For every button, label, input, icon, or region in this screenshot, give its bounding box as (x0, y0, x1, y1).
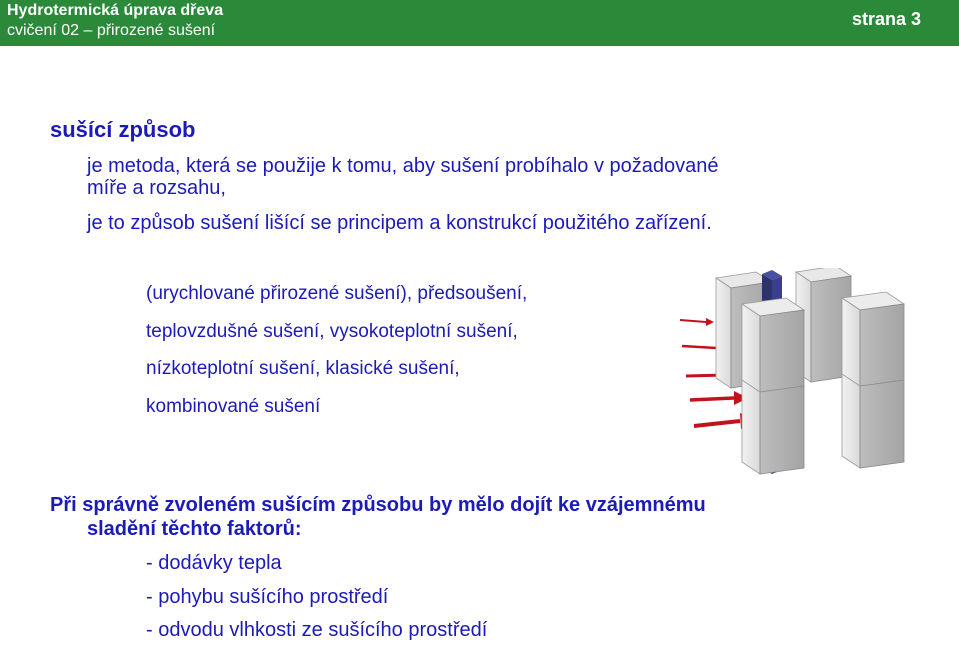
definition-line-2: je to způsob sušení lišící se principem a konstrukcí použitého zařízení. (87, 212, 712, 234)
definition-line-1b: míře a rozsahu, (87, 177, 226, 199)
lumber-stacks-illustration (676, 268, 936, 478)
methods-item: (urychlované přirozené sušení), předsoušení, (146, 283, 528, 304)
slide-header (0, 0, 959, 46)
airflow-arrow-icon (690, 391, 748, 405)
methods-item: teplovzdušné sušení, vysokoteplotní sušení, (146, 320, 518, 342)
methods-item: kombinované sušení (146, 395, 321, 417)
factors-intro-line-2: sladění těchto faktorů: (87, 518, 302, 540)
factors-item: - dodávky tepla (146, 552, 282, 574)
factors-item: - pohybu sušícího prostředí (146, 585, 389, 608)
factors-item: - odvodu vlhkosti ze sušícího prostředí (146, 619, 488, 641)
exercise-subtitle: cvičení 02 – přirozené sušení (7, 22, 216, 39)
factors-list (146, 551, 487, 652)
methods-item: nízkoteplotní sušení, klasické sušení, (146, 358, 460, 379)
course-title: Hydrotermická úprava dřeva (7, 2, 224, 19)
factors-intro-line-1: Při správně zvoleném sušícím způsobu by mělo dojít ke vzájemnému (50, 494, 706, 516)
stack-front-right (842, 292, 904, 468)
methods-list (146, 282, 527, 432)
airflow-arrow-icon (680, 318, 714, 326)
page-number: strana 3 (851, 9, 921, 29)
definition-line-1a: je metoda, která se použije k tomu, aby sušení probíhalo v požadované (87, 155, 719, 177)
stack-front-left (742, 298, 804, 474)
section-title: sušící způsob (50, 117, 196, 142)
